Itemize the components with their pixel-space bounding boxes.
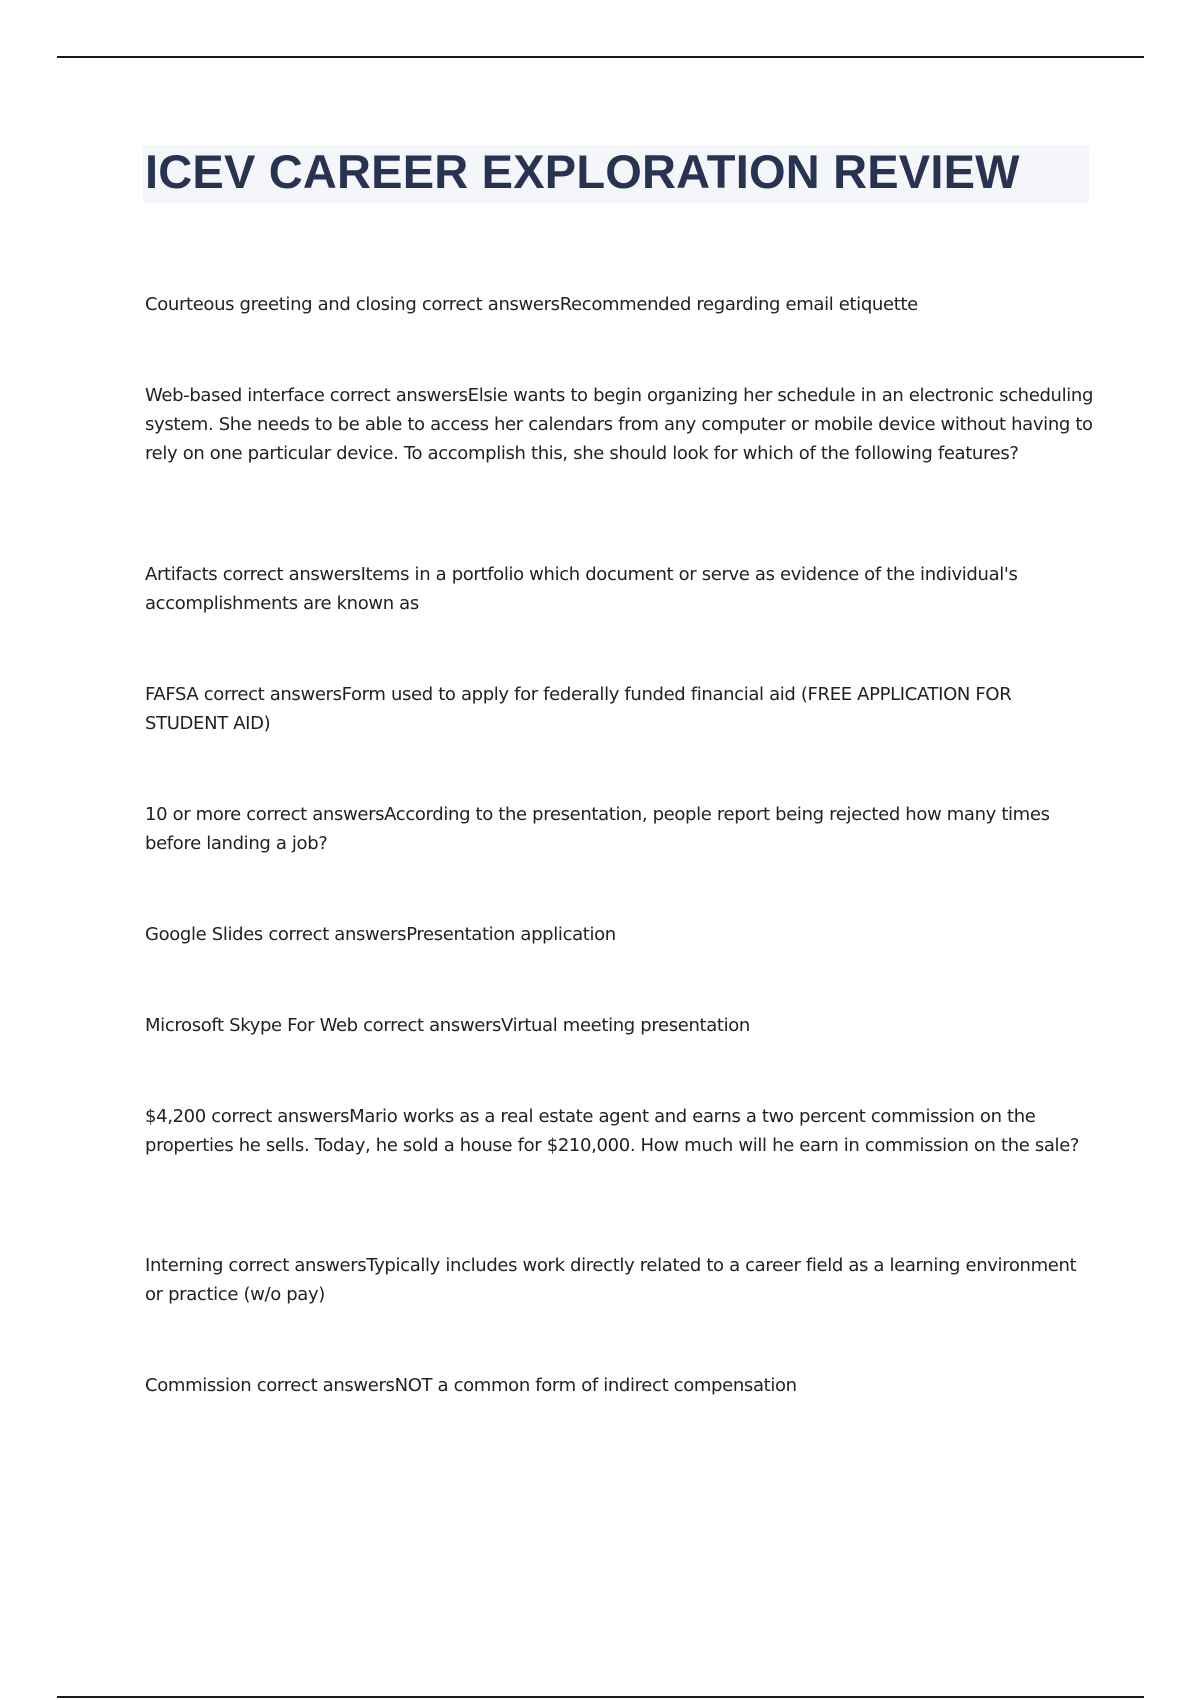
- top-rule: [57, 56, 1144, 58]
- qa-entry: FAFSA correct answersForm used to apply for federally funded financial aid (FREE APPLICATION FOR STUDENT AID): [145, 684, 1012, 734]
- document-title: ICEV CAREER EXPLORATION REVIEW: [145, 145, 1020, 198]
- qa-entry: Web-based interface correct answersElsie wants to begin organizing her schedule in an electronic scheduling system. She needs to be able to access her calendars from any computer or mobile device without having to rely on one particular device. To accomplish this, she should look for which of the following features?: [145, 385, 1094, 464]
- qa-entry: 10 or more correct answersAccording to the presentation, people report being rejected how many times before landing a job?: [145, 804, 1050, 854]
- qa-entry: Interning correct answersTypically includes work directly related to a career field as a learning environment or practice (w/o pay): [145, 1255, 1077, 1305]
- qa-entry: Commission correct answersNOT a common form of indirect compensation: [145, 1375, 797, 1396]
- qa-entry: $4,200 correct answersMario works as a real estate agent and earns a two percent commission on the properties he sells. Today, he sold a house for $210,000. How much will he earn in commission on the sale?: [145, 1106, 1080, 1156]
- qa-entry: Google Slides correct answersPresentation application: [145, 924, 616, 945]
- bottom-rule: [57, 1696, 1144, 1698]
- qa-entry: Courteous greeting and closing correct answersRecommended regarding email etiquette: [145, 294, 918, 315]
- qa-entry: Artifacts correct answersItems in a portfolio which document or serve as evidence of the individual's accomplishments are known as: [145, 564, 1018, 614]
- qa-entry: Microsoft Skype For Web correct answersVirtual meeting presentation: [145, 1015, 750, 1036]
